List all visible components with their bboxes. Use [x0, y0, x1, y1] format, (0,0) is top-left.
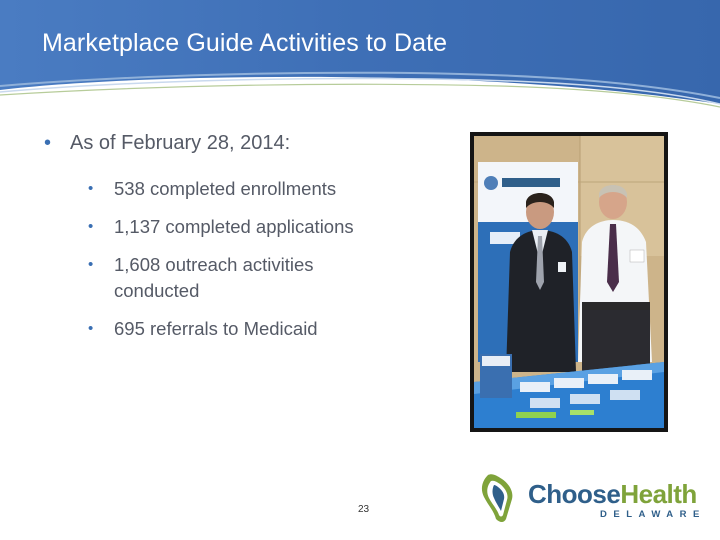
bullet-dot-icon: •: [88, 256, 94, 273]
bullet-dot-icon: •: [88, 320, 94, 337]
logo-wordmark: [528, 479, 697, 510]
sub-bullet-text: 538 completed enrollments: [114, 178, 337, 199]
sub-bullet: [88, 214, 388, 240]
bullet-dot-icon: •: [88, 218, 94, 235]
slide-title: Marketplace Guide Activities to Date: [42, 29, 448, 57]
sub-bullet-text: 1,137 completed applications: [114, 216, 354, 237]
bullet-dot-icon: •: [44, 132, 52, 154]
sub-bullet-text: 1,608 outreach activities conducted: [114, 254, 314, 301]
main-bullet-text: As of February 28, 2014:: [70, 132, 291, 154]
sub-bullet: [88, 176, 388, 202]
booth-photo: [470, 132, 668, 432]
bullet-dot-icon: •: [88, 180, 94, 197]
logo-word-health: Health: [620, 479, 697, 509]
sub-bullet: [88, 252, 378, 304]
main-bullet: [44, 132, 290, 155]
page-number: 23: [358, 504, 370, 515]
sub-bullet-text: 695 referrals to Medicaid: [114, 318, 318, 339]
choosehealth-logo: [470, 473, 710, 525]
logo-word-choose: Choose: [528, 479, 621, 509]
logo-subtitle: DELAWARE: [600, 509, 706, 520]
sub-bullet: [88, 316, 388, 342]
delaware-state-icon: [472, 473, 524, 525]
